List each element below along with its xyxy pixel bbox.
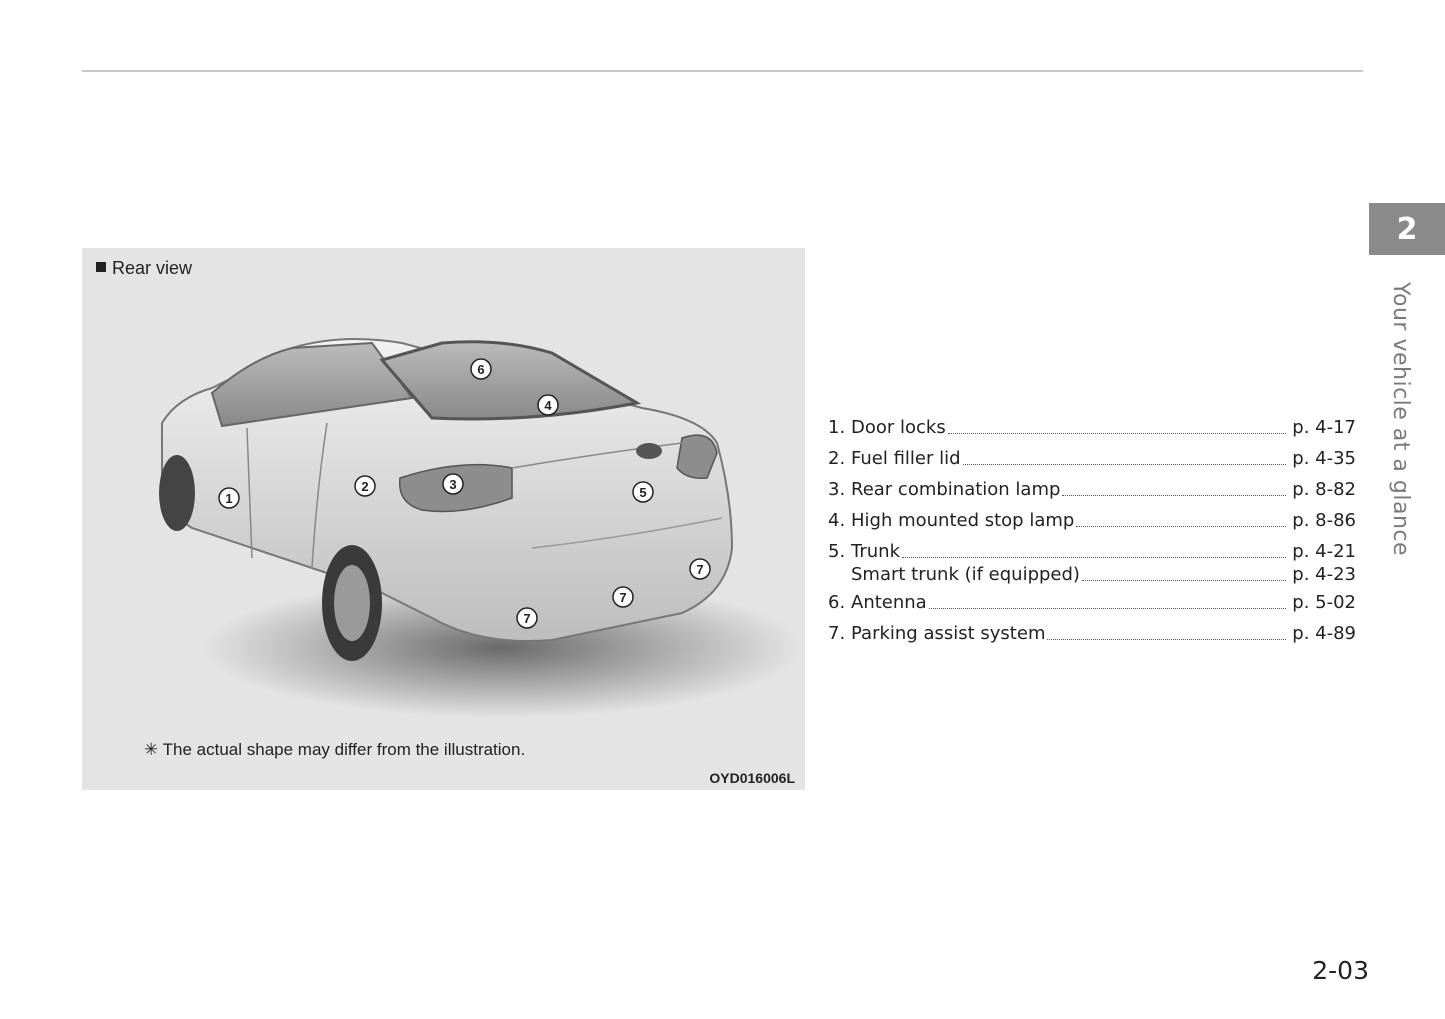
callout-7c — [517, 608, 537, 628]
list-item: 3. Rear combination lamp p. 8-82 — [828, 479, 1356, 500]
square-bullet-icon — [96, 262, 106, 272]
chapter-title: Your vehicle at a glance — [1388, 282, 1413, 557]
car-illustration — [82, 248, 805, 790]
svg-text:7: 7 — [523, 611, 531, 626]
leader-dots — [1076, 526, 1286, 527]
svg-text:1: 1 — [225, 491, 233, 506]
svg-text:3: 3 — [449, 477, 457, 492]
callout-1 — [219, 488, 239, 508]
callout-7a — [690, 559, 710, 579]
rear-view-figure — [82, 248, 805, 790]
svg-text:7: 7 — [696, 562, 704, 577]
list-item: 2. Fuel filler lid p. 4-35 — [828, 448, 1356, 469]
list-item: 7. Parking assist system p. 4-89 — [828, 623, 1356, 644]
svg-text:5: 5 — [639, 485, 647, 500]
leader-dots — [948, 433, 1287, 434]
leader-dots — [1082, 580, 1286, 581]
callout-5 — [633, 482, 653, 502]
leader-dots — [963, 464, 1287, 465]
list-item: 4. High mounted stop lamp p. 8-86 — [828, 510, 1356, 531]
list-item: 5. Trunk p. 4-21 Smart trunk (if equipped) p. 4-23 — [828, 541, 1356, 585]
page-number: 2-03 — [1312, 956, 1369, 985]
callout-4 — [538, 395, 558, 415]
list-item: 1. Door locks p. 4-17 — [828, 417, 1356, 438]
svg-text:7: 7 — [619, 590, 627, 605]
leader-dots — [1062, 495, 1286, 496]
figure-note: ✳ The actual shape may differ from the illustration. — [144, 740, 526, 759]
leader-dots — [1047, 639, 1286, 640]
chapter-tab: 2 — [1369, 203, 1445, 255]
leader-dots — [902, 557, 1286, 558]
svg-text:2: 2 — [361, 479, 369, 494]
leader-dots — [929, 608, 1287, 609]
callout-2 — [355, 476, 375, 496]
svg-text:4: 4 — [544, 398, 552, 413]
svg-text:6: 6 — [477, 362, 485, 377]
component-list — [828, 416, 1356, 653]
list-item: 6. Antenna p. 5-02 — [828, 592, 1356, 613]
top-rule — [82, 70, 1363, 72]
callout-6 — [471, 359, 491, 379]
callout-7b — [613, 587, 633, 607]
callout-3 — [443, 474, 463, 494]
figure-title: Rear view — [96, 258, 192, 279]
figure-code: OYD016006L — [709, 770, 795, 786]
